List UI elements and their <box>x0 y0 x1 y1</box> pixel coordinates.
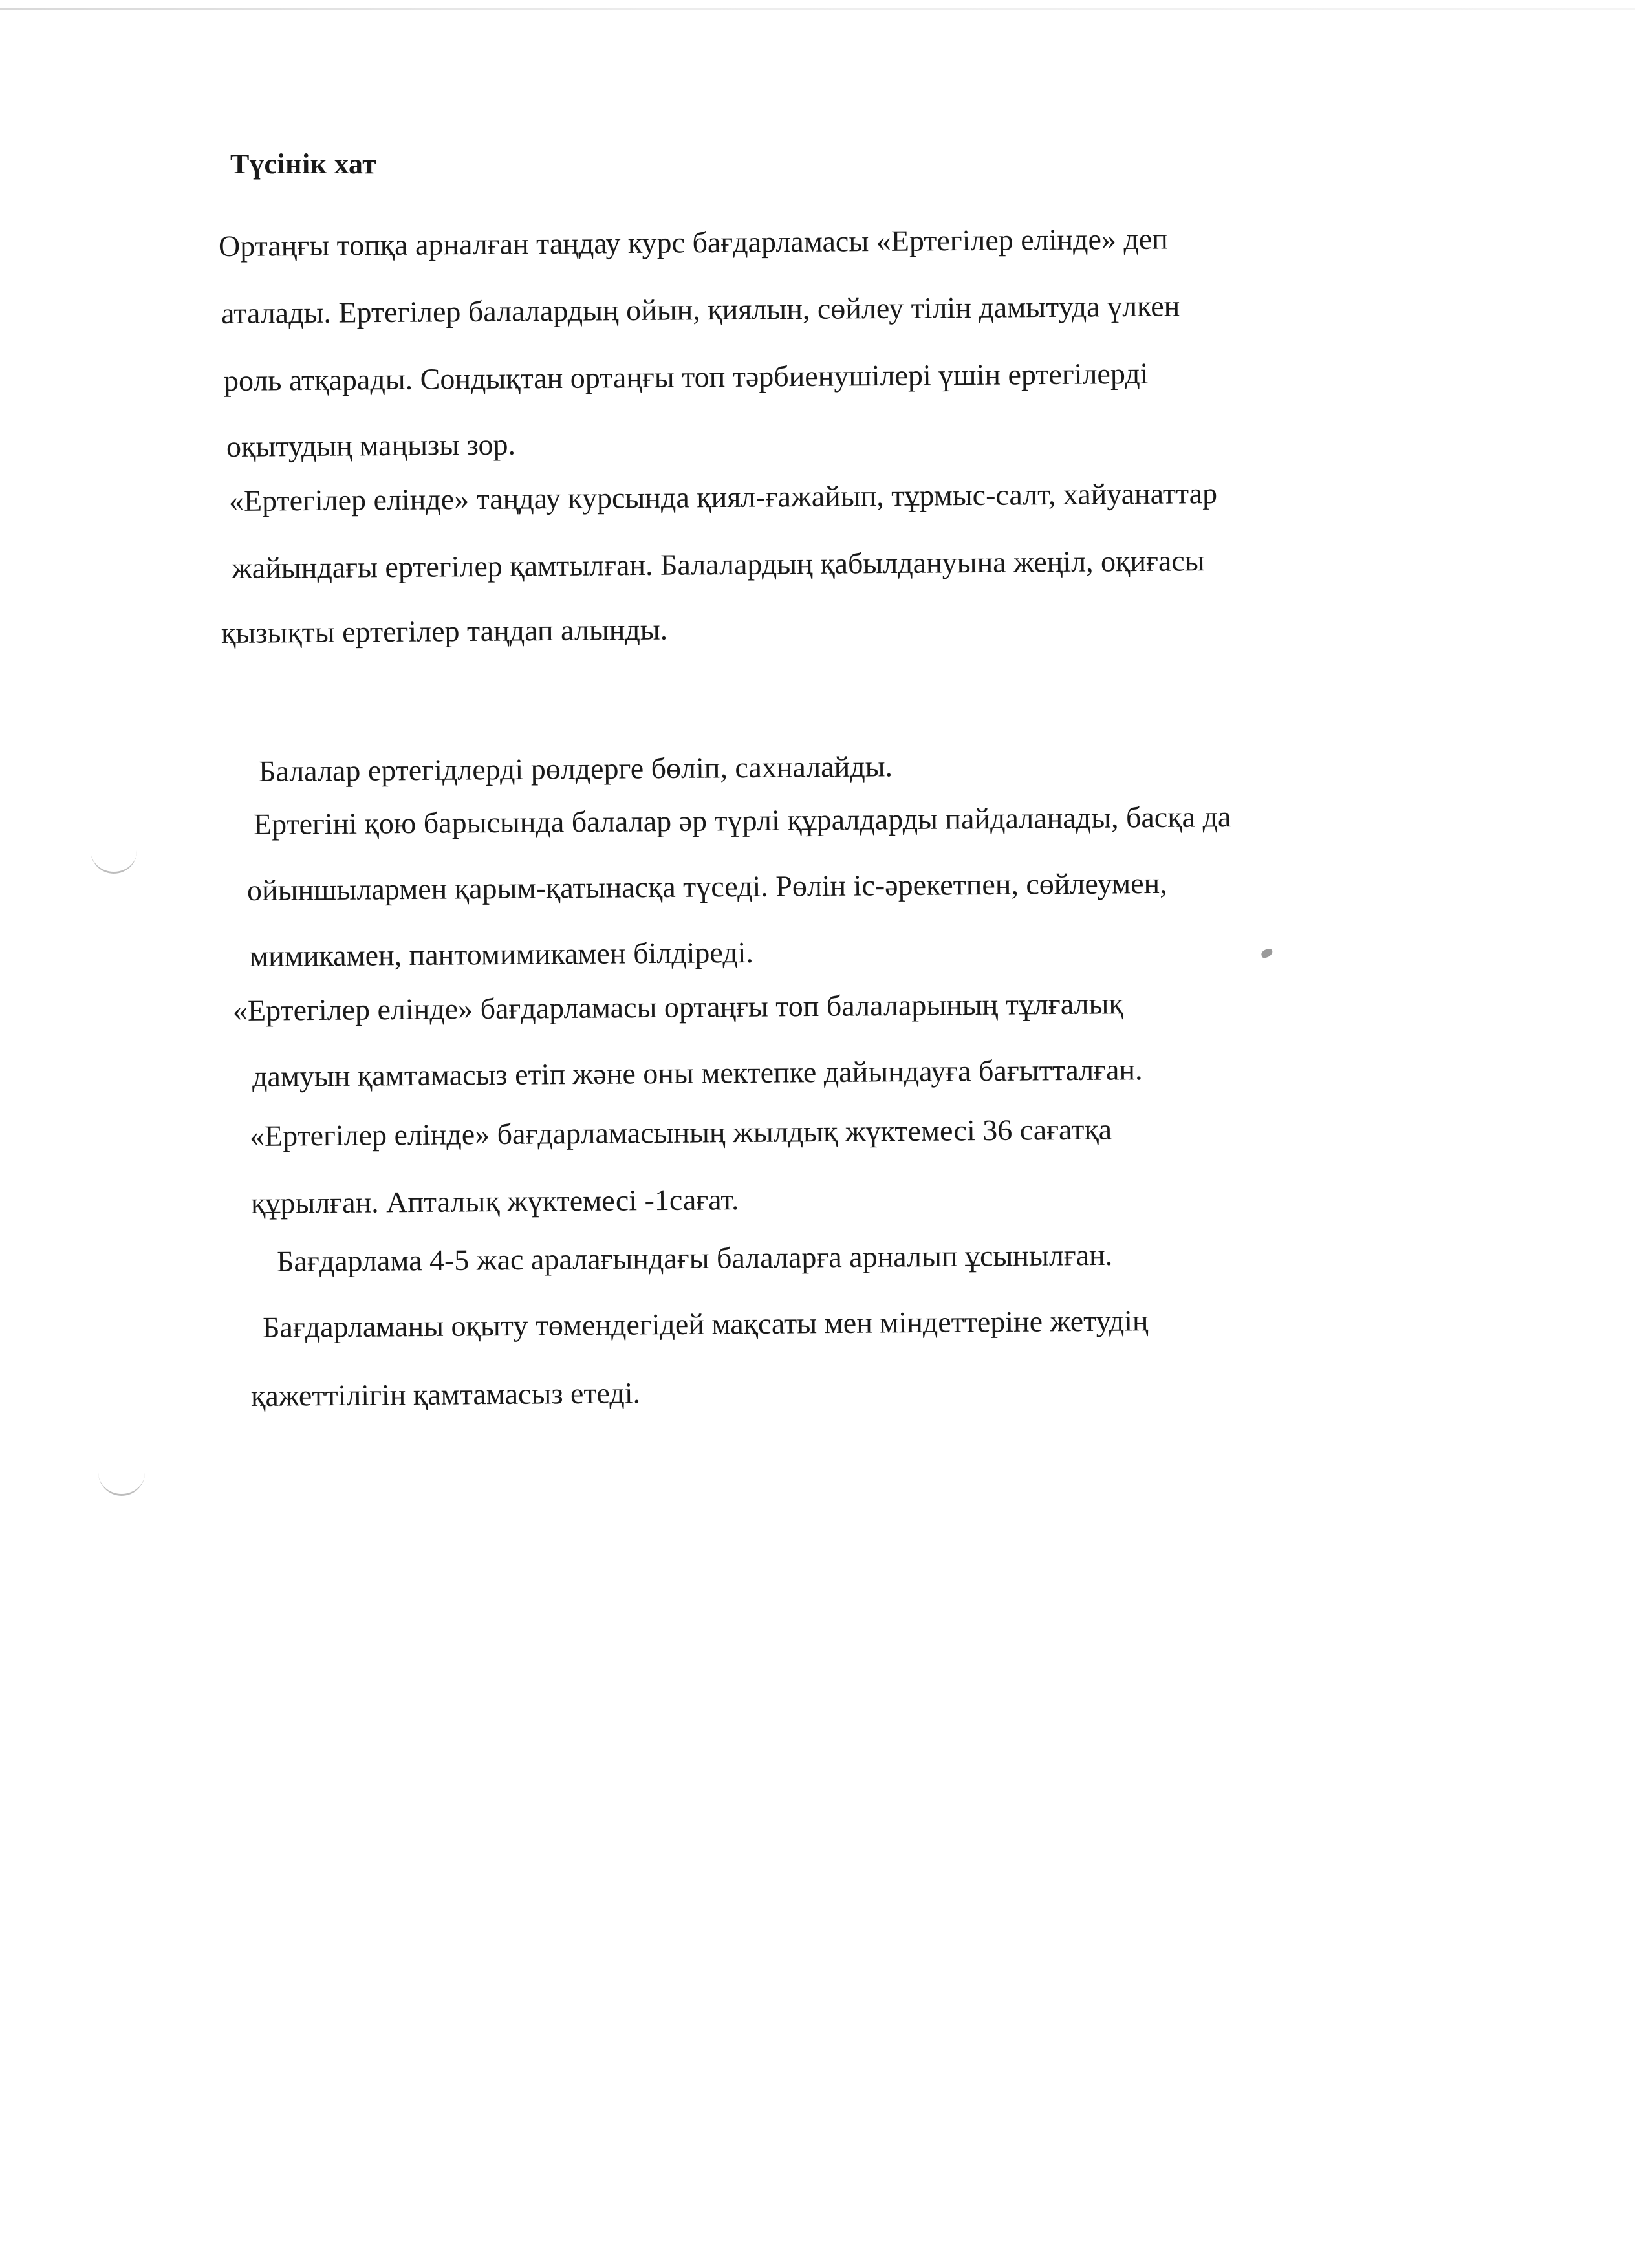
text-line: мимикамен, пантомимикамен білдіреді. <box>249 935 754 973</box>
document-title: Түсінік хат <box>230 148 377 180</box>
text-line: «Ертегілер елінде» бағдарламасының жылдық жүктемесі 36 сағатқа <box>249 1112 1112 1152</box>
text-line: Ертегіні қою барысында балалар әр түрлі құралдарды пайдаланады, басқа да <box>253 800 1231 841</box>
text-line: Балалар ертегідлерді рөлдерге бөліп, сахналайды. <box>258 750 893 788</box>
text-line: аталады. Ертегілер балалардың ойын, қиялын, сөйлеу тілін дамытуда үлкен <box>221 289 1180 330</box>
text-line: ойыншылармен қарым-қатынасқа түседі. Рөлін іс-әрекетпен, сөйлеумен, <box>246 866 1167 907</box>
text-line: дамуын қамтамасыз етіп және оны мектепке дайындауға бағытталған. <box>252 1053 1143 1093</box>
scan-speck <box>1260 947 1273 958</box>
punch-hole-mark <box>98 1463 145 1496</box>
text-line: жайындағы ертегілер қамтылған. Балалардың қабылдануына жеңіл, оқиғасы <box>231 544 1205 585</box>
text-line: қажеттілігін қамтамасыз етеді. <box>250 1376 641 1412</box>
text-line: «Ертегілер елінде» таңдау курсында қиял-ғажайып, тұрмыс-салт, хайуанаттар <box>228 476 1218 517</box>
text-line: Бағдарламаны оқыту төмендегідей мақсаты мен міндеттеріне жетудің <box>262 1304 1149 1344</box>
text-line: оқытудың маңызы зор. <box>226 427 516 463</box>
punch-hole-mark <box>91 841 137 874</box>
text-line: Ортаңғы топқа арналған таңдау курс бағдарламасы «Ертегілер елінде» деп <box>218 222 1169 263</box>
text-line: қызықты ертегілер таңдап алынды. <box>221 612 668 649</box>
text-line: Бағдарлама 4-5 жас аралағындағы балаларға арналып ұсынылған. <box>276 1238 1113 1278</box>
text-line: роль атқарады. Сондықтан ортаңғы топ тәрбиенушілері үшін ертегілерді <box>223 356 1149 397</box>
text-line: құрылған. Апталық жүктемесі -1сағат. <box>250 1183 739 1220</box>
scan-top-edge <box>0 8 1635 10</box>
text-line: «Ертегілер елінде» бағдарламасы ортаңғы топ балаларының тұлғалық <box>232 987 1123 1027</box>
